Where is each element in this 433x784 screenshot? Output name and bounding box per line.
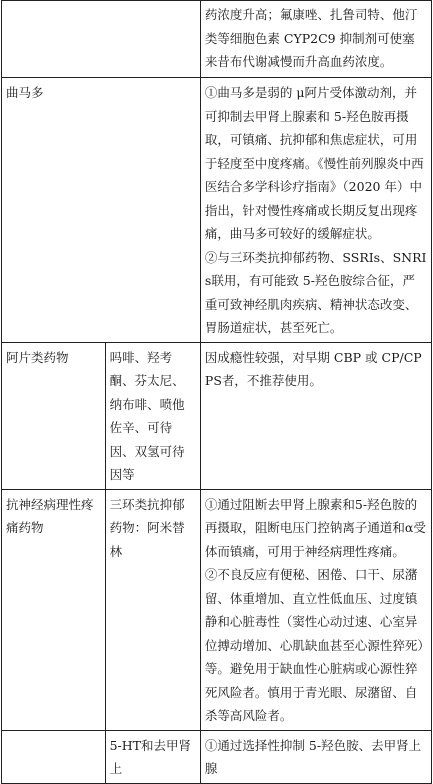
subtype-cell: 5-HT和去甲肾上 bbox=[105, 730, 200, 783]
paragraph: ①通过阻断去甲肾上腺素和5-羟色胺的再摄取，阻断电压门控钠离子通道和α受体而镇痛，可用于神经病理性疼痛。 bbox=[204, 496, 426, 559]
drug-cell: 阿片类药物 bbox=[2, 342, 106, 489]
paragraph: ②不良反应有便秘、困倦、口干、尿潴留、体重增加、直立性低血压、过度镇静和心脏毒性（窦性心动过速、心室异位搏动增加、心肌缺血甚至心源性猝死）等。避免用于缺血性心脏病或心源性猝死风险者。慎用于青光眼、尿潴留、自杀等高风险者。 bbox=[204, 567, 424, 723]
description-cell bbox=[200, 489, 431, 730]
description-cell: 药浓度升高；氟康唑、扎鲁司特、他汀类等细胞色素 CYP2C9 抑制剂可使塞来昔布代谢减慢而升高血药浓度。 bbox=[200, 1, 431, 78]
table-row bbox=[2, 342, 432, 489]
paragraph: ①曲马多是弱的 μ阿片受体激动剂，并可抑制去甲肾上腺素和 5-羟色胺再摄取，可镇痛、抗抑郁和焦虑症状，可用于轻度至中度疼痛。《慢性前列腺炎中西医结合多学科诊疗指南》（2020 年）中指出，针对慢性疼痛或长期反复出现疼痛，曲马多可较好的缓解症状。 bbox=[204, 85, 424, 241]
table-row bbox=[2, 489, 432, 730]
drug-cell bbox=[2, 730, 106, 783]
drug-cell: 曲马多 bbox=[2, 78, 201, 343]
table-row bbox=[2, 1, 432, 78]
drug-cell bbox=[2, 1, 201, 78]
description-cell: 因成瘾性较强，对早期 CBP 或 CP/CPPS者，不推荐使用。 bbox=[200, 342, 431, 489]
paragraph: ②与三环类抗抑郁药物、SSRIs、SNRIs联用，有可能致 5-羟色胺综合征，严重可致神经肌肉疾病、精神状态改变、胃肠道症状，甚至死亡。 bbox=[204, 249, 427, 335]
subtype-cell: 吗啡、羟考酮、芬太尼、纳布啡、喷他佐辛、可待因、双氢可待因等 bbox=[105, 342, 200, 489]
subtype-cell: 三环类抗抑郁药物：阿米替林 bbox=[105, 489, 200, 730]
drug-cell: 抗神经病理性疼痛药物 bbox=[2, 489, 106, 730]
drug-table bbox=[1, 0, 432, 784]
table-row bbox=[2, 730, 432, 783]
table-row bbox=[2, 78, 432, 343]
description-cell bbox=[200, 78, 431, 343]
description-cell: ①通过选择性抑制 5-羟色胺、去甲肾上腺 bbox=[200, 730, 431, 783]
